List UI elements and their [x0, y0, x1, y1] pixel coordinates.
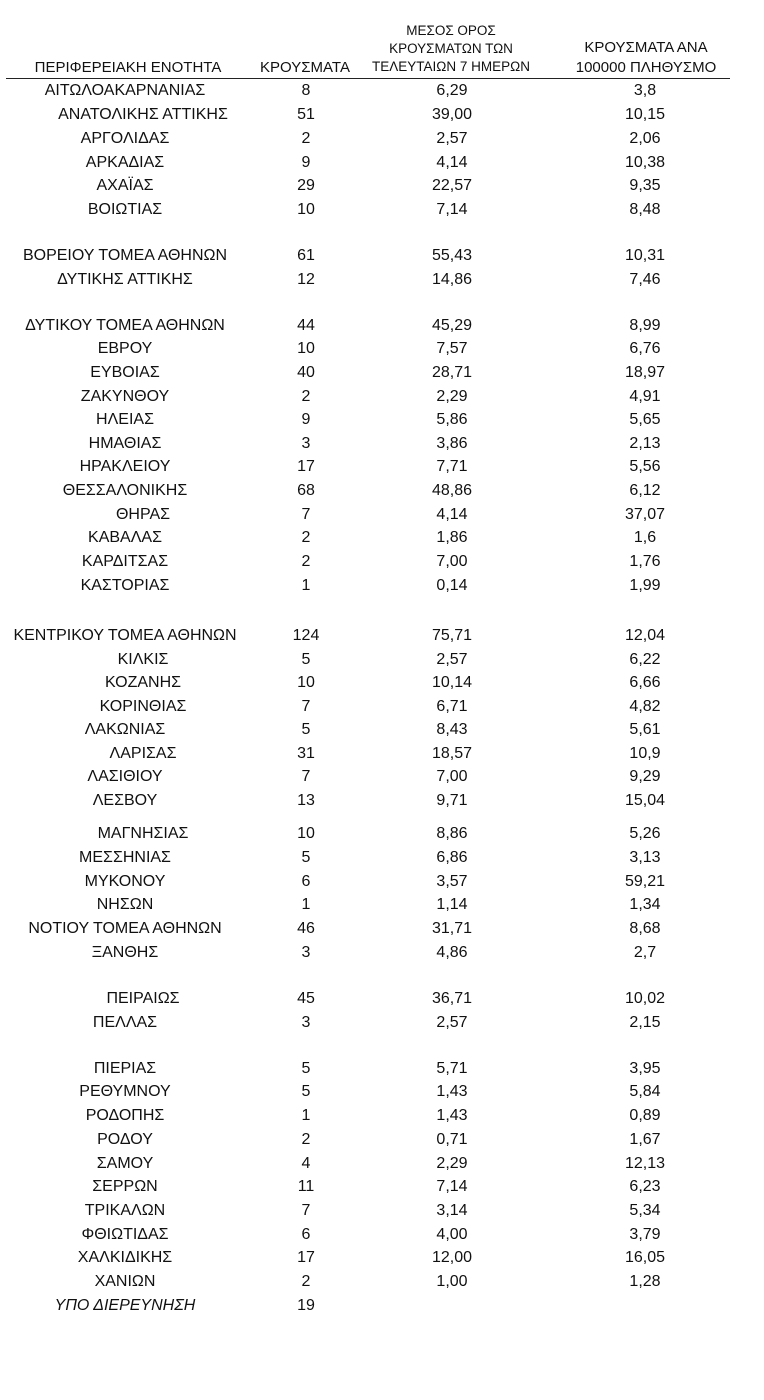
table-row [0, 455, 764, 479]
region-name-cell: ΚΑΣΤΟΡΙΑΣ [80, 577, 170, 594]
per-100k-cell: 9,35 [629, 177, 661, 194]
avg-7-days-cell: 6,29 [436, 82, 468, 99]
table-row [0, 742, 764, 766]
avg-7-days-cell: 1,43 [436, 1083, 468, 1100]
table-row [0, 789, 764, 813]
avg-7-days-cell: 48,86 [431, 482, 473, 499]
avg-7-days-cell: 10,14 [431, 674, 473, 691]
region-name-cell: ΖΑΚΥΝΘΟΥ [80, 388, 170, 405]
cases-cell: 3 [301, 435, 311, 452]
avg-7-days-cell: 3,57 [436, 873, 468, 890]
cases-cell: 12 [297, 271, 315, 288]
table-row [0, 941, 764, 965]
table-row [0, 151, 764, 175]
region-name-cell: ΔΥΤΙΚΟΥ ΤΟΜΕΑ ΑΘΗΝΩΝ [25, 317, 225, 334]
avg-7-days-cell: 5,86 [436, 411, 468, 428]
avg-7-days-cell: 7,00 [436, 768, 468, 785]
per-100k-cell: 12,13 [624, 1155, 666, 1172]
per-100k-cell: 1,67 [629, 1131, 661, 1148]
region-name-cell: ΑΡΚΑΔΙΑΣ [85, 154, 165, 171]
region-name-cell: ΕΥΒΟΙΑΣ [90, 364, 160, 381]
avg-7-days-cell: 8,86 [436, 825, 468, 842]
avg-7-days-cell: 75,71 [431, 627, 473, 644]
table-row [0, 1223, 764, 1247]
per-100k-cell: 2,13 [629, 435, 661, 452]
cases-cell: 5 [301, 721, 311, 738]
per-100k-cell: 8,99 [629, 317, 661, 334]
region-name-cell: ΗΜΑΘΙΑΣ [88, 435, 162, 452]
region-name-cell: ΑΡΓΟΛΙΔΑΣ [80, 130, 170, 147]
region-name-cell: ΚΟΖΑΝΗΣ [104, 674, 182, 691]
region-name-cell: ΠΕΛΛΑΣ [92, 1014, 158, 1031]
avg-7-days-cell: 7,71 [436, 458, 468, 475]
avg-7-days-cell: 8,43 [436, 721, 468, 738]
region-name-cell: ΛΕΣΒΟΥ [92, 792, 158, 809]
table-row [0, 1246, 764, 1270]
table-row [0, 408, 764, 432]
avg-7-days-cell: 4,00 [436, 1226, 468, 1243]
table-row [0, 917, 764, 941]
per-100k-cell: 5,61 [629, 721, 661, 738]
table-row [0, 870, 764, 894]
region-name-cell: ΡΟΔΟΥ [97, 1131, 153, 1148]
table-row [0, 671, 764, 695]
avg-7-days-cell: 3,14 [436, 1202, 468, 1219]
avg-7-days-cell: 12,00 [431, 1249, 473, 1266]
cases-cell: 68 [297, 482, 315, 499]
region-name-cell: ΘΕΣΣΑΛΟΝΙΚΗΣ [62, 482, 188, 499]
table-row [0, 314, 764, 338]
cases-cell: 6 [301, 1226, 311, 1243]
cases-cell: 4 [301, 1155, 311, 1172]
cases-cell: 17 [297, 1249, 315, 1266]
table-row [0, 503, 764, 527]
table-row [0, 174, 764, 198]
per-100k-cell: 7,46 [629, 271, 661, 288]
avg-7-days-cell: 6,86 [436, 849, 468, 866]
region-name-cell: ΠΕΙΡΑΙΩΣ [106, 990, 180, 1007]
region-name-cell: ΦΘΙΩΤΙΔΑΣ [81, 1226, 169, 1243]
region-name-cell: ΜΑΓΝΗΣΙΑΣ [97, 825, 189, 842]
table-row [0, 244, 764, 268]
cases-cell: 6 [301, 873, 311, 890]
region-name-cell: ΡΟΔΟΠΗΣ [85, 1107, 165, 1124]
region-name-cell: ΜΥΚΟΝΟΥ [84, 873, 166, 890]
cases-cell: 8 [301, 82, 311, 99]
per-100k-cell: 10,9 [629, 745, 661, 762]
cases-cell: 3 [301, 1014, 311, 1031]
per-100k-cell: 5,26 [629, 825, 661, 842]
cases-cell: 7 [301, 506, 311, 523]
table-row [0, 479, 764, 503]
avg-7-days-cell: 2,29 [436, 1155, 468, 1172]
region-name-cell: ΑΙΤΩΛΟΑΚΑΡΝΑΝΙΑΣ [44, 82, 206, 99]
avg-7-days-cell: 2,57 [436, 1014, 468, 1031]
per-100k-cell: 2,15 [629, 1014, 661, 1031]
per-100k-cell: 10,38 [624, 154, 666, 171]
region-name-cell: ΣΑΜΟΥ [96, 1155, 154, 1172]
region-name-cell: ΑΝΑΤΟΛΙΚΗΣ ΑΤΤΙΚΗΣ [58, 106, 228, 123]
per-100k-cell: 6,76 [629, 340, 661, 357]
cases-cell: 44 [297, 317, 315, 334]
cases-cell: 40 [297, 364, 315, 381]
table-row [0, 550, 764, 574]
table-row [0, 1057, 764, 1081]
per-100k-cell: 1,99 [629, 577, 661, 594]
cases-cell: 17 [297, 458, 315, 475]
cases-cell: 10 [297, 674, 315, 691]
cases-cell: 2 [301, 529, 311, 546]
per-100k-cell: 16,05 [624, 1249, 666, 1266]
table-row [0, 1128, 764, 1152]
per-100k-cell: 8,68 [629, 920, 661, 937]
region-name-cell: ΚΑΒΑΛΑΣ [88, 529, 162, 546]
per-100k-cell: 3,79 [629, 1226, 661, 1243]
table-row [0, 765, 764, 789]
table-row [0, 385, 764, 409]
region-name-cell: ΚΕΝΤΡΙΚΟΥ ΤΟΜΕΑ ΑΘΗΝΩΝ [13, 627, 237, 644]
avg-7-days-cell: 2,57 [436, 651, 468, 668]
cases-cell: 7 [301, 698, 311, 715]
per-100k-cell: 1,34 [629, 896, 661, 913]
cases-cell: 124 [292, 627, 320, 644]
table-row [0, 1294, 764, 1318]
header-cases: ΚΡΟΥΣΜΑΤΑ [260, 59, 350, 76]
table-row [0, 648, 764, 672]
region-name-cell: ΝΟΤΙΟΥ ΤΟΜΕΑ ΑΘΗΝΩΝ [28, 920, 222, 937]
cases-cell: 1 [301, 577, 311, 594]
cases-cell: 2 [301, 1131, 311, 1148]
per-100k-cell: 6,23 [629, 1178, 661, 1195]
avg-7-days-cell: 39,00 [431, 106, 473, 123]
region-name-cell: ΛΑΣΙΘΙΟΥ [87, 768, 163, 785]
header-region: ΠΕΡΙΦΕΡΕΙΑΚΗ ΕΝΟΤΗΤΑ [34, 59, 222, 76]
cases-cell: 51 [297, 106, 315, 123]
table-row [0, 822, 764, 846]
avg-7-days-cell: 18,57 [431, 745, 473, 762]
table-row [0, 526, 764, 550]
avg-7-days-cell: 31,71 [431, 920, 473, 937]
avg-7-days-cell: 5,71 [436, 1060, 468, 1077]
cases-cell: 19 [297, 1297, 315, 1314]
cases-cell: 1 [301, 1107, 311, 1124]
table-row [0, 103, 764, 127]
cases-cell: 2 [301, 388, 311, 405]
region-name-cell: ΚΑΡΔΙΤΣΑΣ [81, 553, 169, 570]
region-name-cell: ΔΥΤΙΚΗΣ ΑΤΤΙΚΗΣ [57, 271, 193, 288]
per-100k-cell: 2,06 [629, 130, 661, 147]
region-name-cell: ΠΙΕΡΙΑΣ [93, 1060, 157, 1077]
per-100k-cell: 15,04 [624, 792, 666, 809]
header-per-100k: ΚΡΟΥΣΜΑΤΑ ΑΝΑ 100000 ΠΛΗΘΥΣΜΟ [575, 39, 717, 76]
cases-cell: 2 [301, 1273, 311, 1290]
avg-7-days-cell: 0,71 [436, 1131, 468, 1148]
avg-7-days-cell: 4,86 [436, 944, 468, 961]
per-100k-cell: 5,65 [629, 411, 661, 428]
per-100k-cell: 10,31 [624, 247, 666, 264]
cases-cell: 5 [301, 1083, 311, 1100]
avg-7-days-cell: 4,14 [436, 154, 468, 171]
avg-7-days-cell: 22,57 [431, 177, 473, 194]
per-100k-cell: 6,12 [629, 482, 661, 499]
region-name-cell: ΒΟΡΕΙΟΥ ΤΟΜΕΑ ΑΘΗΝΩΝ [22, 247, 228, 264]
cases-cell: 11 [297, 1178, 315, 1195]
region-name-cell: ΣΕΡΡΩΝ [92, 1178, 158, 1195]
region-name-cell: ΛΑΡΙΣΑΣ [109, 745, 177, 762]
avg-7-days-cell: 4,14 [436, 506, 468, 523]
region-name-cell: ΜΕΣΣΗΝΙΑΣ [79, 849, 171, 866]
per-100k-cell: 6,22 [629, 651, 661, 668]
avg-7-days-cell: 36,71 [431, 990, 473, 1007]
per-100k-cell: 5,84 [629, 1083, 661, 1100]
avg-7-days-cell: 55,43 [431, 247, 473, 264]
cases-cell: 9 [301, 411, 311, 428]
table-row [0, 1011, 764, 1035]
cases-cell: 7 [301, 768, 311, 785]
table-row [0, 624, 764, 648]
table-row [0, 1199, 764, 1223]
per-100k-cell: 6,66 [629, 674, 661, 691]
per-100k-cell: 1,28 [629, 1273, 661, 1290]
table-row [0, 337, 764, 361]
table-row [0, 718, 764, 742]
per-100k-cell: 12,04 [624, 627, 666, 644]
per-100k-cell: 5,56 [629, 458, 661, 475]
avg-7-days-cell: 1,43 [436, 1107, 468, 1124]
cases-cell: 5 [301, 1060, 311, 1077]
region-name-cell: ΛΑΚΩΝΙΑΣ [84, 721, 166, 738]
cases-cell: 3 [301, 944, 311, 961]
table-row [0, 1175, 764, 1199]
per-100k-cell: 10,02 [624, 990, 666, 1007]
avg-7-days-cell: 7,14 [436, 1178, 468, 1195]
per-100k-cell: 3,13 [629, 849, 661, 866]
table-row [0, 987, 764, 1011]
per-100k-cell: 37,07 [624, 506, 666, 523]
per-100k-cell: 5,34 [629, 1202, 661, 1219]
region-name-cell: ΚΟΡΙΝΘΙΑΣ [99, 698, 187, 715]
table-row [0, 198, 764, 222]
cases-cell: 9 [301, 154, 311, 171]
avg-7-days-cell: 7,57 [436, 340, 468, 357]
region-name-cell: ΧΑΝΙΩΝ [94, 1273, 156, 1290]
avg-7-days-cell: 7,00 [436, 553, 468, 570]
region-name-cell: ΑΧΑΪΑΣ [96, 177, 154, 194]
per-100k-cell: 3,8 [633, 82, 657, 99]
cases-cell: 7 [301, 1202, 311, 1219]
avg-7-days-cell: 1,00 [436, 1273, 468, 1290]
cases-cell: 5 [301, 849, 311, 866]
cases-cell: 1 [301, 896, 311, 913]
per-100k-cell: 10,15 [624, 106, 666, 123]
avg-7-days-cell: 6,71 [436, 698, 468, 715]
table-row [0, 1152, 764, 1176]
avg-7-days-cell: 1,14 [436, 896, 468, 913]
region-name-cell: ΚΙΛΚΙΣ [117, 651, 169, 668]
avg-7-days-cell: 28,71 [431, 364, 473, 381]
per-100k-cell: 3,95 [629, 1060, 661, 1077]
table-row [0, 268, 764, 292]
region-name-cell: ΗΛΕΙΑΣ [96, 411, 154, 428]
avg-7-days-cell: 9,71 [436, 792, 468, 809]
table-row [0, 432, 764, 456]
region-name-cell: ΥΠΟ ΔΙΕΡΕΥΝΗΣΗ [54, 1297, 196, 1314]
avg-7-days-cell: 3,86 [436, 435, 468, 452]
avg-7-days-cell: 0,14 [436, 577, 468, 594]
table-row [0, 695, 764, 719]
table-row [0, 574, 764, 598]
cases-cell: 29 [297, 177, 315, 194]
table-row [0, 893, 764, 917]
per-100k-cell: 8,48 [629, 201, 661, 218]
table-row [0, 127, 764, 151]
cases-cell: 2 [301, 553, 311, 570]
table-row [0, 1080, 764, 1104]
per-100k-cell: 18,97 [624, 364, 666, 381]
avg-7-days-cell: 45,29 [431, 317, 473, 334]
region-name-cell: ΒΟΙΩΤΙΑΣ [87, 201, 163, 218]
header-avg-7-days: ΜΕΣΟΣ ΟΡΟΣ ΚΡΟΥΣΜΑΤΩΝ ΤΩΝ ΤΕΛΕΥΤΑΙΩΝ 7 ΗΜΕΡΩΝ [372, 23, 530, 74]
table-row [0, 846, 764, 870]
avg-7-days-cell: 2,29 [436, 388, 468, 405]
avg-7-days-cell: 14,86 [431, 271, 473, 288]
cases-cell: 61 [297, 247, 315, 264]
per-100k-cell: 59,21 [624, 873, 666, 890]
region-name-cell: ΘΗΡΑΣ [115, 506, 171, 523]
avg-7-days-cell: 1,86 [436, 529, 468, 546]
cases-cell: 31 [297, 745, 315, 762]
table-row [0, 79, 764, 103]
avg-7-days-cell: 2,57 [436, 130, 468, 147]
per-100k-cell: 4,91 [629, 388, 661, 405]
region-name-cell: ΤΡΙΚΑΛΩΝ [84, 1202, 166, 1219]
table-row [0, 361, 764, 385]
per-100k-cell: 0,89 [629, 1107, 661, 1124]
region-name-cell: ΝΗΣΩΝ [96, 896, 154, 913]
per-100k-cell: 4,82 [629, 698, 661, 715]
cases-cell: 2 [301, 130, 311, 147]
table-row [0, 1270, 764, 1294]
per-100k-cell: 2,7 [633, 944, 657, 961]
cases-cell: 46 [297, 920, 315, 937]
region-name-cell: ΧΑΛΚΙΔΙΚΗΣ [77, 1249, 173, 1266]
table-row [0, 1104, 764, 1128]
region-name-cell: ΞΑΝΘΗΣ [91, 944, 159, 961]
cases-cell: 5 [301, 651, 311, 668]
per-100k-cell: 1,6 [633, 529, 657, 546]
per-100k-cell: 9,29 [629, 768, 661, 785]
cases-cell: 45 [297, 990, 315, 1007]
per-100k-cell: 1,76 [629, 553, 661, 570]
avg-7-days-cell: 7,14 [436, 201, 468, 218]
region-name-cell: ΡΕΘΥΜΝΟΥ [79, 1083, 171, 1100]
cases-cell: 13 [297, 792, 315, 809]
cases-cell: 10 [297, 825, 315, 842]
cases-cell: 10 [297, 201, 315, 218]
cases-cell: 10 [297, 340, 315, 357]
region-name-cell: ΕΒΡΟΥ [97, 340, 153, 357]
region-name-cell: ΗΡΑΚΛΕΙΟΥ [79, 458, 171, 475]
